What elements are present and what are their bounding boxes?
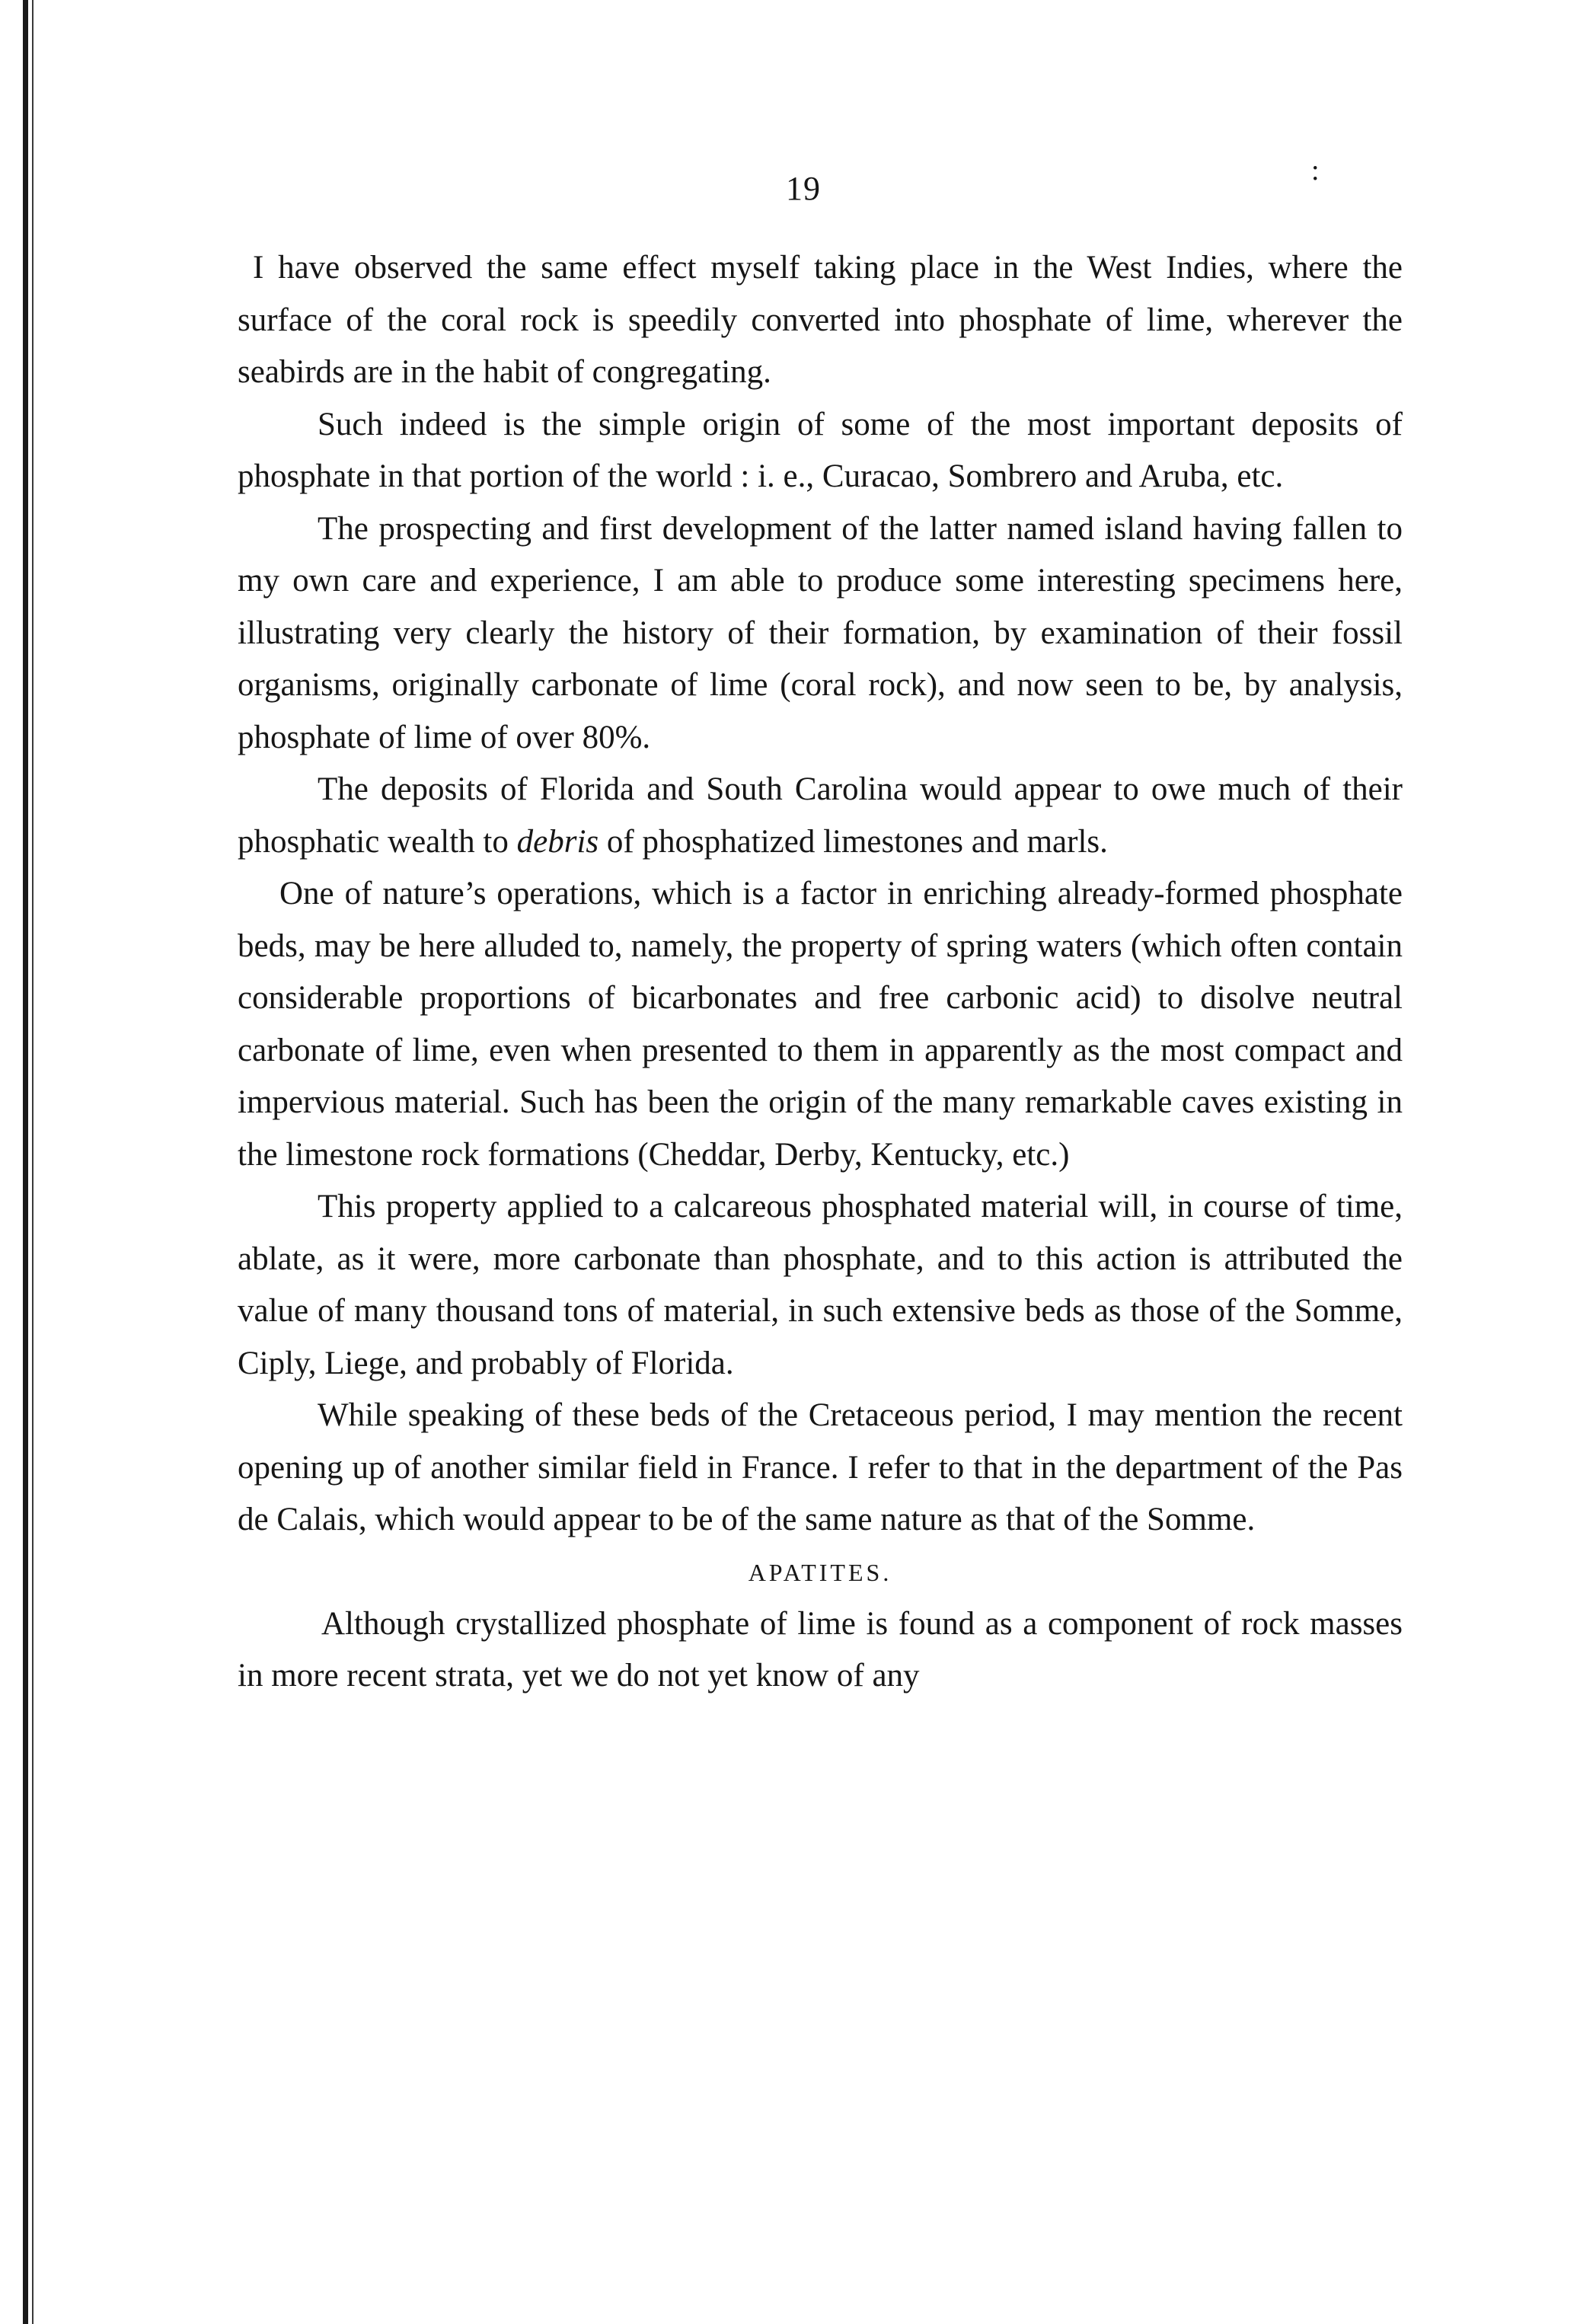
paragraph-origin-deposits: Such indeed is the simple origin of some of the most important deposits of phosphate in that portion of the world : i. e., Curacao, Sombrero and Aruba, etc. (238, 406, 1403, 494)
paragraph-cretaceous: While speaking of these beds of the Cretaceous period, I may mention the recent opening up of another similar field in France. I refer to that in the department of the Pas de Calais, which would appear to be of the same nature as that of the Somme. (238, 1397, 1403, 1537)
body-text (238, 242, 1403, 1703)
paragraph-nature-operations: One of nature’s operations, which is a factor in enriching already-formed phosphate beds, may be here alluded to, namely, the property of spring waters (which often contain considerable proportions of bicarbonates and free carbonic acid) to disolve neutral carbonate of lime, even when presented to them in apparently as the most compact and impervious material. Such has been the origin of the many remarkable caves existing in the limestone rock formations (Cheddar, Derby, Kentucky, etc.) (238, 876, 1403, 1173)
paragraph-apatites: Although crystallized phosphate of lime is found as a component of rock masses in more recent strata, yet we do not yet know of any (238, 1605, 1403, 1694)
corner-mark: : (1311, 155, 1320, 187)
paragraph-florida-before: The deposits of Florida and South Carolina would appear to owe much of their phosphatic wealth to (238, 771, 1403, 860)
paragraph-west-indies: I have observed the same effect myself taking place in the West Indies, where the surface of the coral rock is speedily converted into phosphate of lime, wherever the seabirds are in the habit of congregating. (238, 250, 1403, 390)
paragraph-florida-carolina (238, 764, 1403, 868)
binding-edge-line (23, 0, 28, 2324)
binding-edge-line-inner (32, 0, 34, 2324)
page-number: 19 (786, 170, 821, 207)
paragraph-prospecting: The prospecting and first development of the latter named island having fallen to my own care and experience, I am able to produce some interesting specimens here, illustrating very clearly the history of their formation, by examination of their fossil organisms, originally carbonate of lime (coral rock), and now seen to be, by analysis, phosphate of lime of over 80%. (238, 510, 1403, 755)
paragraph-property-applied: This property applied to a calcareous phosphated material will, in course of time, ablate, as it were, more carbonate than phosphate, and to this action is attributed the value of many thousand tons of material, in such extensive beds as those of the Somme, Ciply, Liege, and probably of Florida. (238, 1189, 1403, 1381)
paragraph-florida-after: of phosphatized limestones and marls. (598, 823, 1108, 860)
italic-debris: debris (516, 823, 599, 860)
section-heading-apatites: APATITES. (748, 1558, 892, 1586)
